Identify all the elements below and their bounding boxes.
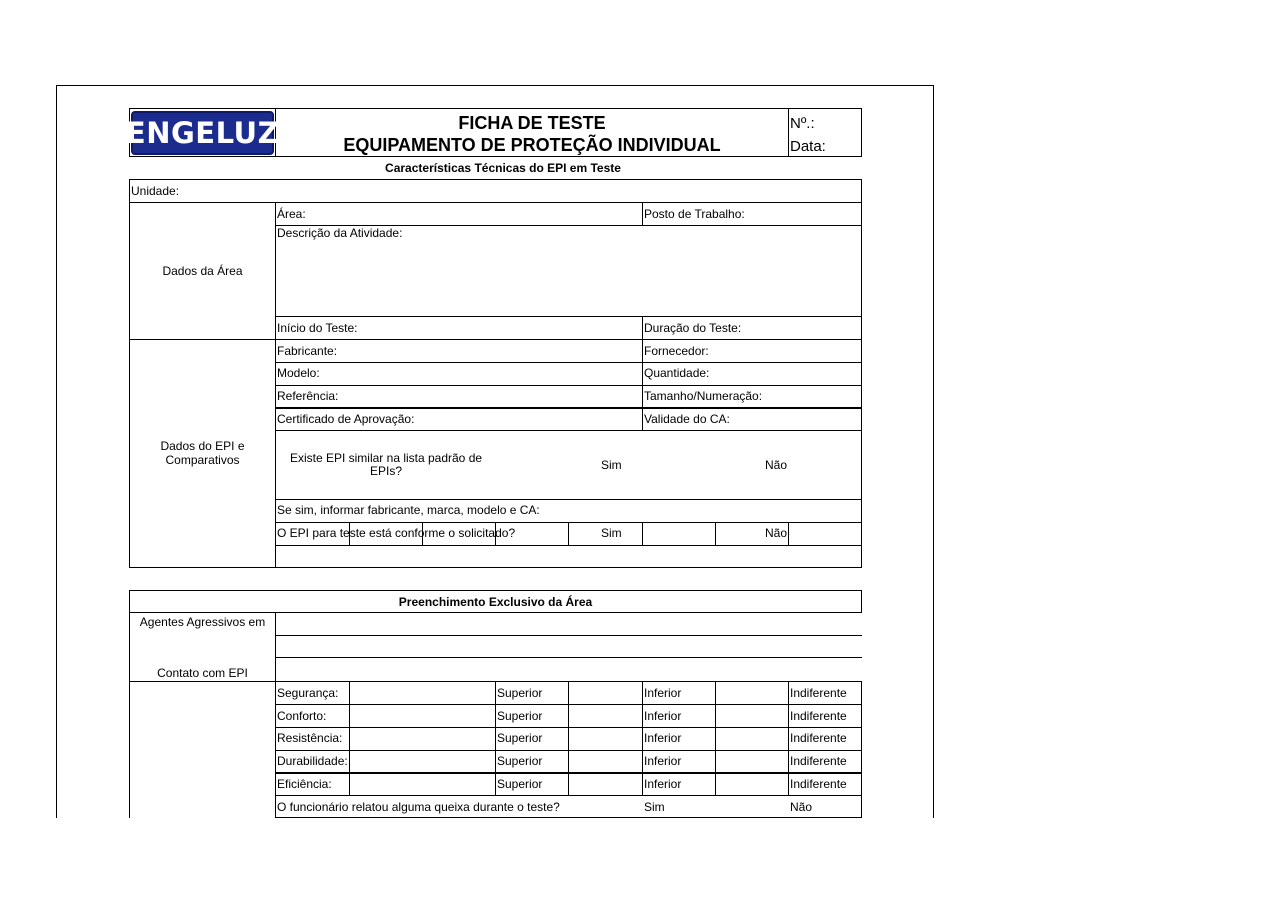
logo-text: ENGELUZ (125, 116, 280, 150)
criteria-label: Durabilidade: (277, 754, 348, 768)
similar-nao-option: Não (765, 458, 788, 472)
similar-sim-option: Sim (601, 458, 622, 472)
criteria-indiferente: Indiferente (790, 777, 847, 791)
fabricante-row (275, 339, 862, 363)
unidade-row (129, 179, 862, 203)
criteria-label: Resistência: (277, 731, 343, 745)
criteria-grid-col-1 (349, 681, 350, 796)
header-divider-number (788, 108, 789, 157)
conforme-question: O EPI para teste está conforme o solicitado? (277, 526, 516, 540)
queixa-sim-option: Sim (644, 800, 665, 814)
dados-epi-label-line2: Comparativos (165, 453, 240, 467)
quantidade-label: Quantidade: (644, 366, 710, 380)
referencia-label: Referência: (277, 389, 339, 403)
area-label: Área: (277, 207, 306, 221)
similar-question-line2: EPIs? (369, 464, 402, 478)
inicio-duracao-divider (642, 316, 643, 340)
conforme-grid-4 (568, 522, 569, 546)
similar-question-line1: Existe EPI similar na lista padrão de (289, 451, 483, 465)
duracao-label: Duração do Teste: (644, 321, 742, 335)
conforme-grid-5 (642, 522, 643, 546)
inicio-row (275, 316, 862, 340)
dados-area-label: Dados da Área (162, 264, 243, 278)
unidade-label: Unidade: (131, 184, 180, 198)
criteria-grid-col-6 (788, 681, 789, 796)
criteria-indiferente: Indiferente (790, 731, 847, 745)
section-area-title: Preenchimento Exclusivo da Área (398, 595, 593, 609)
fabricante-label: Fabricante: (277, 344, 338, 358)
criteria-grid-col-3 (568, 681, 569, 796)
form-title-line1: FICHA DE TESTE (458, 113, 606, 133)
criteria-grid-col-2 (495, 681, 496, 796)
queixa-question: O funcionário relatou alguma queixa durante o teste? (277, 800, 560, 814)
conforme-nao-option: Não (765, 526, 788, 540)
form-title-line2: EQUIPAMENTO DE PROTEÇÃO INDIVIDUAL (343, 135, 721, 155)
queixa-nao-option: Não (790, 800, 813, 814)
modelo-row (275, 362, 862, 386)
criteria-superior: Superior (497, 731, 543, 745)
criteria-grid-col-4 (642, 681, 643, 796)
date-label: Data: (790, 138, 826, 155)
criteria-label: Conforto: (277, 709, 327, 723)
agentes-label-line1: Agentes Agressivos em (139, 615, 266, 629)
modelo-divider (642, 362, 643, 386)
criteria-label: Segurança: (277, 686, 339, 700)
criteria-indiferente: Indiferente (790, 754, 847, 768)
certificado-label: Certificado de Aprovação: (277, 412, 415, 426)
posto-label: Posto de Trabalho: (644, 207, 745, 221)
criteria-superior: Superior (497, 686, 543, 700)
certificado-divider (642, 407, 643, 431)
fornecedor-label: Fornecedor: (644, 344, 709, 358)
agentes-label-line2: Contato com EPI (157, 666, 248, 680)
agentes-line-2 (275, 657, 862, 658)
criteria-indiferente: Indiferente (790, 709, 847, 723)
number-label: Nº.: (790, 115, 815, 132)
criteria-superior: Superior (497, 777, 543, 791)
epi-blank-row (275, 545, 862, 568)
dados-epi-label-line1: Dados do EPI e (160, 439, 245, 453)
criteria-label: Eficiência: (277, 777, 332, 791)
section-technical-title: Características Técnicas do EPI em Teste (385, 161, 621, 175)
criteria-superior: Superior (497, 754, 543, 768)
criteria-left-border (129, 681, 130, 818)
referencia-row (275, 385, 862, 409)
fabricante-divider (642, 339, 643, 363)
area-posto-divider (642, 202, 643, 226)
area-row (275, 202, 862, 226)
engeluz-logo (125, 111, 280, 155)
criteria-superior: Superior (497, 709, 543, 723)
inicio-label: Início do Teste: (277, 321, 358, 335)
referencia-divider (642, 385, 643, 409)
criteria-inferior: Inferior (644, 731, 682, 745)
criteria-indiferente: Indiferente (790, 686, 847, 700)
tamanho-label: Tamanho/Numeração: (644, 389, 763, 403)
criteria-inferior: Inferior (644, 709, 682, 723)
se-sim-label: Se sim, informar fabricante, marca, modelo e CA: (277, 503, 540, 517)
modelo-label: Modelo: (277, 366, 320, 380)
validade-label: Validade do CA: (644, 412, 730, 426)
criteria-inferior: Inferior (644, 777, 682, 791)
criteria-inferior: Inferior (644, 686, 682, 700)
conforme-grid-6 (715, 522, 716, 546)
conforme-sim-option: Sim (601, 526, 622, 540)
criteria-grid-col-5 (715, 681, 716, 796)
criteria-inferior: Inferior (644, 754, 682, 768)
conforme-grid-7 (788, 522, 789, 546)
agentes-line-1 (275, 635, 862, 636)
descricao-label: Descrição da Atividade: (277, 226, 403, 240)
